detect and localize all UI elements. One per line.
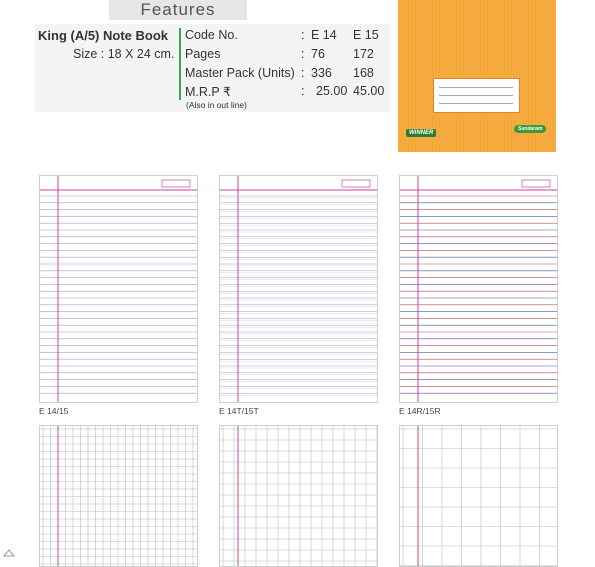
spec-value-e14: E 14 bbox=[311, 28, 337, 42]
page-number-box bbox=[342, 180, 370, 187]
spec-label-pages: Pages bbox=[185, 47, 221, 61]
spec-colon: : bbox=[301, 84, 305, 98]
features-heading: Features bbox=[109, 0, 247, 20]
twin-ruled-page-sample bbox=[219, 175, 378, 403]
spec-value-e14: 336 bbox=[311, 66, 332, 80]
spec-colon: : bbox=[301, 47, 305, 61]
spec-value-e15: 172 bbox=[353, 47, 374, 61]
product-size: Size : 18 X 24 cm. bbox=[73, 47, 175, 61]
ruled-page-sample bbox=[39, 175, 198, 403]
page-caption: E 14R/15R bbox=[399, 406, 441, 416]
corner-mark-icon bbox=[2, 546, 16, 560]
spec-value-e15: E 15 bbox=[353, 28, 379, 42]
spec-label-code: Code No. bbox=[185, 28, 238, 42]
medium-grid-page-sample bbox=[219, 425, 378, 567]
product-name: King (A/5) Note Book bbox=[38, 28, 168, 43]
spec-note: (Also in out line) bbox=[186, 100, 247, 110]
large-grid-page-sample bbox=[399, 425, 558, 567]
spec-value-e14: 76 bbox=[311, 47, 325, 61]
notebook-cover-image bbox=[398, 0, 556, 152]
page-number-box bbox=[162, 180, 190, 187]
cover-name-label bbox=[433, 78, 520, 113]
spec-label-master-pack: Master Pack (Units) bbox=[185, 66, 295, 80]
spec-colon: : bbox=[301, 28, 305, 42]
page-caption: E 14T/15T bbox=[219, 406, 259, 416]
winner-logo: WINNER bbox=[406, 129, 436, 137]
spec-label-mrp: M.R.P ₹ bbox=[185, 85, 231, 99]
page-caption: E 14/15 bbox=[39, 406, 69, 416]
red-ruled-page-sample bbox=[399, 175, 558, 403]
spec-colon: : bbox=[301, 66, 305, 80]
small-grid-page-sample bbox=[39, 425, 198, 567]
page-number-box bbox=[522, 180, 550, 187]
spec-value-e14: 25.00 bbox=[316, 84, 348, 98]
spec-value-e15: 168 bbox=[353, 66, 374, 80]
divider-bar bbox=[179, 28, 181, 100]
sundaram-logo: Sundaram bbox=[514, 125, 546, 133]
spec-value-e15: 45.00 bbox=[353, 84, 385, 98]
